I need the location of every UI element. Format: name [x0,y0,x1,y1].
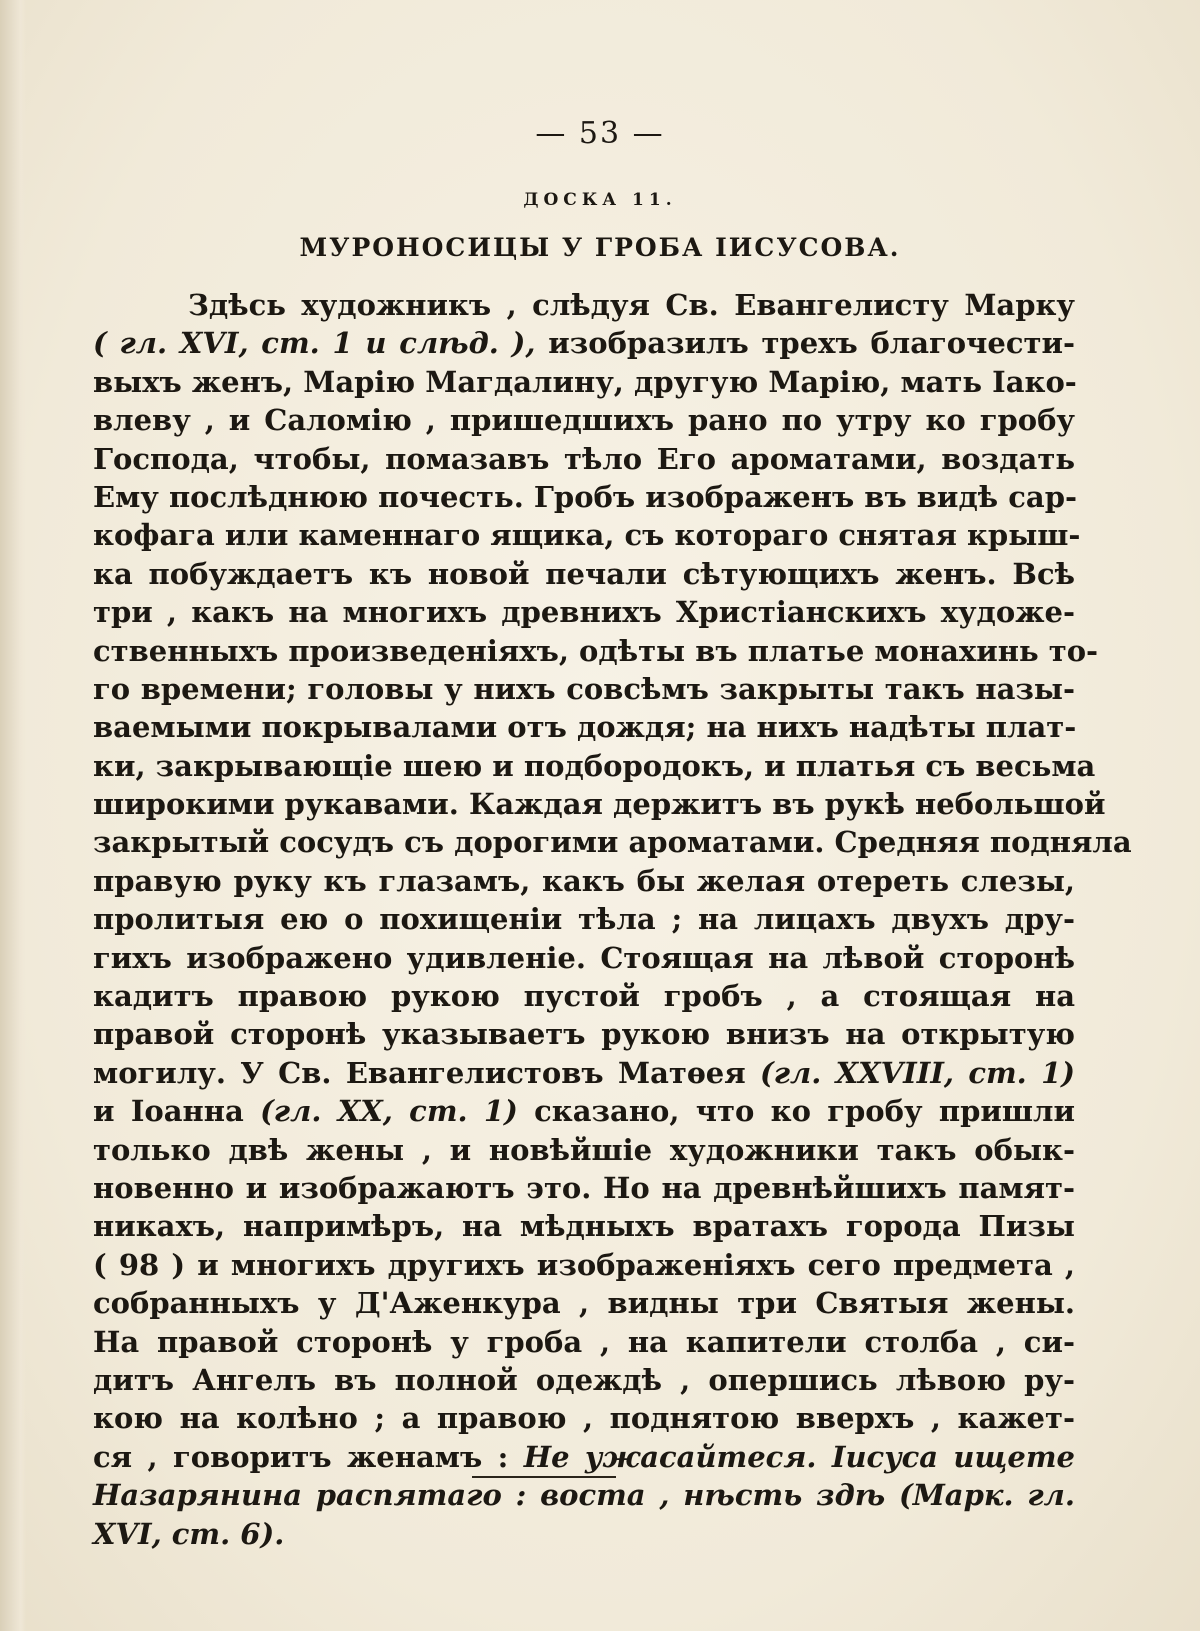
text-segment: только двѣ жены , и новѣйшіе художники такъ обык- [93,1132,1075,1167]
text-segment: Господа, чтобы, помазавъ тѣло Его ароматами, воздать [93,441,1075,476]
text-line [93,478,1078,516]
text-line [93,1092,1075,1130]
text-segment: ка побуждаетъ къ новой печали сѣтующихъ женъ. Всѣ [93,556,1075,591]
text-segment: гихъ изображено удивленіе. Стоящая на лѣвой сторонѣ [93,940,1075,975]
text-line [93,708,1075,746]
text-line [93,286,1075,324]
text-line [93,1476,1075,1514]
text-line [93,632,1099,670]
text-line [93,1515,1075,1553]
text-line [93,401,1075,439]
text-segment: и Іоанна [93,1094,261,1129]
text-line [93,1131,1075,1169]
italic-text-segment: (гл. XX, ст. 1) [260,1094,518,1129]
text-segment: могилу. У Св. Евангелистовъ Матѳея [93,1055,760,1090]
text-segment: го времени; головы у нихъ совсѣмъ закрыты такъ назы- [93,671,1075,706]
italic-text-segment: XVI, ст. 6). [93,1516,285,1551]
text-segment: кофага или каменнаго ящика, съ котораго снятая крыш- [93,518,1081,553]
text-segment: правой сторонѣ указываетъ рукою внизъ на открытую [93,1017,1075,1052]
text-segment: выхъ женъ, Марію Магдалину, другую Марію, мать Іако- [93,364,1077,399]
text-segment: ки, закрывающіе шею и подбородокъ, и платья съ весьма [93,748,1096,783]
text-line [93,1207,1075,1245]
italic-text-segment: ( гл. XVI, ст. 1 и слѣд. ), [93,326,536,361]
text-segment: дитъ Ангелъ въ полной одеждѣ , опершись лѣвою ру- [93,1362,1075,1397]
text-line [93,823,1132,861]
section-title: МУРОНОСИЦЫ У ГРОБА ІИСУСОВА. [299,233,901,262]
text-segment: закрытый сосудъ съ дорогими ароматами. Средняя подняла [93,825,1132,860]
text-segment: ( 98 ) и многихъ другихъ изображеніяхъ сего предмета , [93,1247,1075,1282]
text-segment: кою на колѣно ; а правою , поднятою вверхъ , кажет- [93,1401,1075,1436]
text-line [93,900,1075,938]
text-segment: пролитыя ею о похищеніи тѣла ; на лицахъ двухъ дру- [93,902,1075,937]
italic-text-segment: (гл. XXVIII, ст. 1) [759,1055,1076,1090]
text-segment: ся , говоритъ женамъ : [93,1439,524,1474]
text-line [93,939,1075,977]
text-line [93,1015,1075,1053]
text-segment: сказано, что ко гробу пришли [517,1094,1075,1129]
text-line [93,670,1075,708]
text-line [93,1169,1075,1207]
text-segment: Ему послѣднюю почесть. Гробъ изображенъ въ видѣ сар- [93,479,1078,514]
text-segment: На правой сторонѣ у гроба , на капители столба , си- [93,1324,1075,1359]
text-segment: Здѣсь художникъ , слѣдуя Св. Евангелисту Марку [188,288,1075,322]
text-line [93,555,1075,593]
text-line [93,1054,1075,1092]
text-segment: правую руку къ глазамъ, какъ бы желая отереть слезы, [93,863,1075,898]
text-line [93,593,1075,631]
text-line [93,785,1106,823]
text-line [93,516,1081,554]
text-segment: три , какъ на многихъ древнихъ Христіанскихъ художе- [93,595,1075,630]
text-segment: никахъ, напримѣръ, на мѣдныхъ вратахъ города Пизы [93,1209,1075,1244]
text-line [93,1438,1075,1476]
text-segment: кадитъ правою рукою пустой гробъ , а стоящая на [93,979,1075,1014]
end-rule [472,1476,616,1478]
text-segment: широкими рукавами. Каждая держитъ въ рукѣ небольшой [93,787,1106,822]
text-segment: ваемыми покрывалами отъ дождя; на нихъ надѣты плат- [93,710,1077,745]
text-line [93,1399,1075,1437]
text-segment: новенно и изображаютъ это. Но на древнѣйшихъ памят- [93,1170,1075,1205]
text-segment: изобразилъ трехъ благочести- [535,326,1075,361]
text-line [93,1284,1075,1322]
text-line [93,977,1075,1015]
text-line [93,862,1075,900]
body-text [93,286,1132,1553]
text-line [93,440,1075,478]
text-line [93,324,1075,362]
italic-text-segment: Назарянина распятаго : воста , нѣсть здѣ (Марк. гл. [93,1478,1075,1513]
text-line [93,1246,1075,1284]
text-segment: собранныхъ у Д'Аженкура , видны три Святыя жены. [93,1286,1075,1321]
text-segment: ственныхъ произведеніяхъ, одѣты въ платье монахинь то- [93,633,1099,668]
text-line [93,1361,1075,1399]
text-line [93,1323,1075,1361]
text-line [93,747,1096,785]
text-segment: влеву , и Саломію , пришедшихъ рано по утру ко гробу [93,403,1075,438]
page-number: — 53 — [535,116,665,151]
plate-label: ДОСКА 11. [523,190,677,210]
italic-text-segment: Не ужасайтеся. Іисуса ищете [523,1439,1075,1474]
text-line [93,363,1075,401]
